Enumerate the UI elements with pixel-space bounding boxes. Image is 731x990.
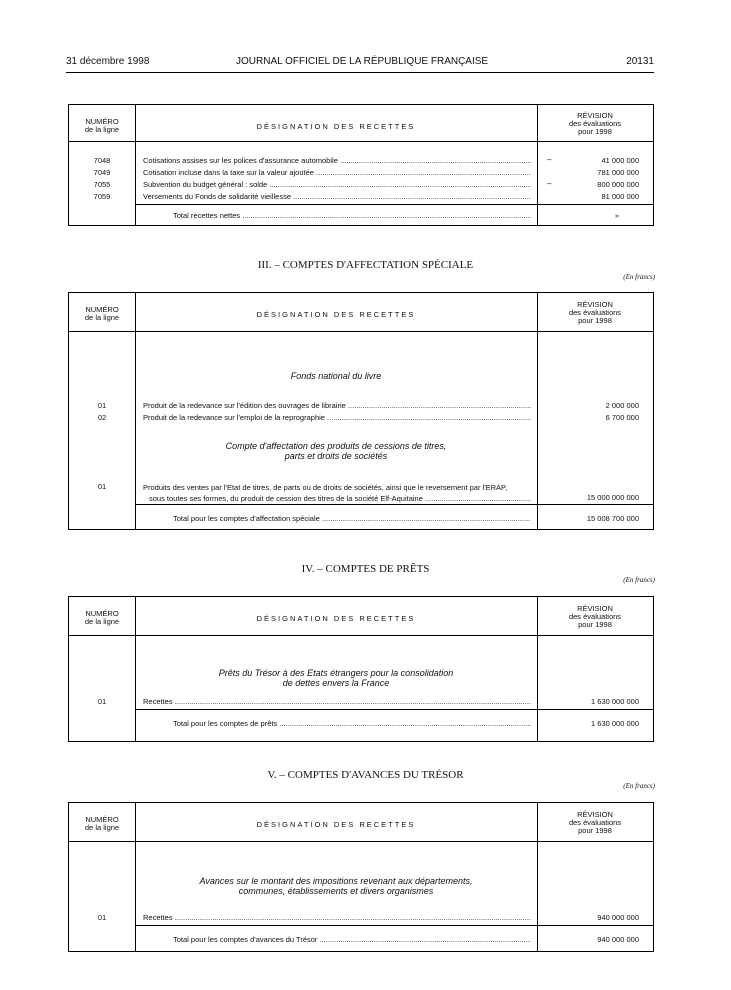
column-header-numero: NUMÉRO de la ligne <box>84 815 120 832</box>
row-number: 01 <box>97 913 107 922</box>
row-amount: 15 000 000 000 <box>586 493 639 502</box>
header-date: 31 décembre 1998 <box>66 56 150 67</box>
total-amount: 1 630 000 000 <box>591 719 639 728</box>
header-page-number: 20131 <box>626 56 654 67</box>
section-title: IV. – COMPTES DE PRÊTS <box>301 563 430 575</box>
column-header-designation: DÉSIGNATION DES RECETTES <box>256 614 416 623</box>
row-number: 7055 <box>93 180 111 189</box>
row-amount: 41 000 000 <box>601 156 639 165</box>
total-rule <box>135 925 653 926</box>
row-number: 01 <box>97 482 107 491</box>
table-comptes-prets <box>68 596 654 742</box>
row-amount: 1 630 000 000 <box>591 697 639 706</box>
column-header-numero: NUMÉRO de la ligne <box>84 117 120 134</box>
row-label: Cotisations assises sur les polices d'assurance automobile ..... <box>143 156 531 165</box>
row-number: 7059 <box>93 192 111 201</box>
total-amount: » <box>614 211 619 220</box>
section-title: V. – COMPTES D'AVANCES DU TRÉSOR <box>267 769 464 781</box>
row-number: 7048 <box>93 156 111 165</box>
header-rule <box>69 331 653 332</box>
total-rule <box>135 204 653 205</box>
row-label: Versements du Fonds de solidarité vieillesse ..... <box>143 192 531 201</box>
column-header-designation: DÉSIGNATION DES RECETTES <box>256 820 416 829</box>
header-rule <box>69 841 653 842</box>
row-label: Recettes ..... <box>143 697 531 706</box>
fund-title: Prêts du Trésor à des Etats étrangers pour la consolidation de dettes envers la France <box>218 668 454 688</box>
row-label: Produit de la redevance sur l'emploi de la reprographie ..... <box>143 413 531 422</box>
unit-label: (En francs) <box>623 782 655 790</box>
total-label: Total pour les comptes d'affectation spéciale ..... <box>173 514 531 523</box>
total-amount: 940 000 000 <box>597 935 639 944</box>
row-label: Produits des ventes par l'Etat de titres, de parts ou de droits de sociétés, ainsi que le reversement par l'ERAP, sous toutes ses formes, du produit de cession des titres de la société Elf-Aquitaine ..... <box>143 482 531 504</box>
row-label: Cotisation incluse dans la taxe sur la valeur ajoutée ..... <box>143 168 531 177</box>
column-header-revision: RÉVISION des évaluations pour 1998 <box>568 604 622 629</box>
column-header-revision: RÉVISION des évaluations pour 1998 <box>568 300 622 325</box>
row-label: Recettes ..... <box>143 913 531 922</box>
column-header-revision: RÉVISION des évaluations pour 1998 <box>568 111 622 136</box>
row-number: 01 <box>97 401 107 410</box>
row-label: Produit de la redevance sur l'édition des ouvrages de librairie ..... <box>143 401 531 410</box>
minus-sign: – <box>547 179 552 188</box>
total-amount: 15 008 700 000 <box>586 514 639 523</box>
unit-label: (En francs) <box>623 273 655 281</box>
table-budget-annexe <box>68 104 654 226</box>
row-amount: 81 000 000 <box>601 192 639 201</box>
column-header-numero: NUMÉRO de la ligne <box>84 305 120 322</box>
column-header-designation: DÉSIGNATION DES RECETTES <box>256 122 416 131</box>
row-amount: 781 000 000 <box>597 168 639 177</box>
row-label: Subvention du budget général : solde ..... <box>143 180 531 189</box>
total-rule <box>135 504 653 505</box>
table-avances-tresor <box>68 802 654 952</box>
section-title: III. – COMPTES D'AFFECTATION SPÉCIALE <box>257 259 474 271</box>
row-amount: 940 000 000 <box>597 913 639 922</box>
minus-sign: – <box>547 155 552 164</box>
row-amount: 6 700 000 <box>605 413 639 422</box>
row-amount: 800 000 000 <box>597 180 639 189</box>
row-number: 01 <box>97 697 107 706</box>
column-divider <box>135 293 136 529</box>
unit-label: (En francs) <box>623 576 655 584</box>
column-header-revision: RÉVISION des évaluations pour 1998 <box>568 810 622 835</box>
header-rule <box>69 141 653 142</box>
total-label: Total pour les comptes d'avances du Trésor ..... <box>173 935 531 944</box>
header-journal-title: JOURNAL OFFICIEL DE LA RÉPUBLIQUE FRANÇAISE <box>236 56 489 67</box>
column-header-designation: DÉSIGNATION DES RECETTES <box>256 310 416 319</box>
fund-title: Fonds national du livre <box>290 371 382 381</box>
column-header-numero: NUMÉRO de la ligne <box>84 609 120 626</box>
fund-title: Compte d'affectation des produits de cessions de titres, parts et droits de sociétés <box>225 441 447 461</box>
table-affectation-speciale <box>68 292 654 530</box>
header-rule <box>66 72 654 73</box>
row-number: 7049 <box>93 168 111 177</box>
row-amount: 2 000 000 <box>605 401 639 410</box>
row-number: 02 <box>97 413 107 422</box>
fund-title: Avances sur le montant des impositions revenant aux départements, communes, établissements et divers organismes <box>199 876 473 896</box>
header-rule <box>69 635 653 636</box>
total-label: Total pour les comptes de prêts ..... <box>173 719 531 728</box>
total-rule <box>135 709 653 710</box>
total-label: Total recettes nettes ..... <box>173 211 531 220</box>
